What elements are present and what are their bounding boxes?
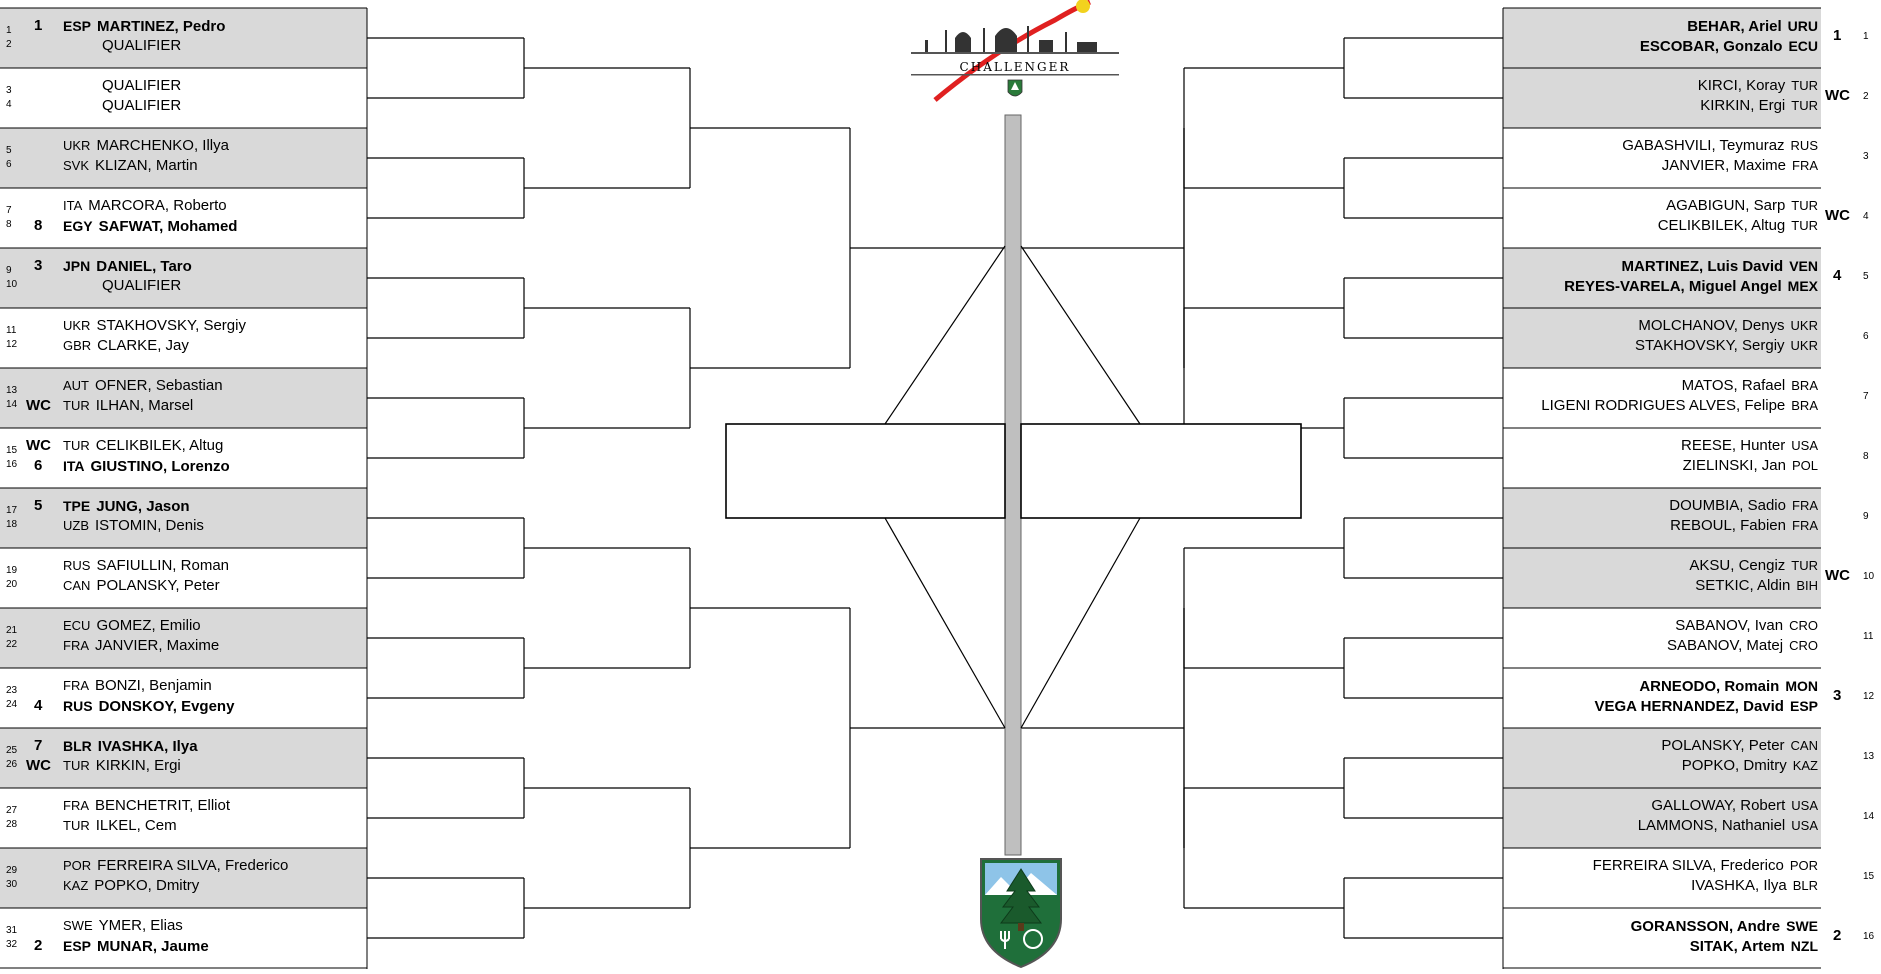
draw-number: 32 — [6, 939, 18, 950]
player-label — [63, 197, 227, 215]
doubles-player-label — [1683, 457, 1818, 475]
country-code: TUR — [63, 438, 90, 453]
doubles-player-label — [1698, 77, 1818, 95]
country-code: FRA — [1792, 158, 1818, 173]
draw-number: 6 — [1863, 331, 1869, 342]
doubles-player-label — [1682, 757, 1818, 775]
country-code: BRA — [1791, 398, 1818, 413]
player-name: MARCHENKO, Illya — [96, 137, 229, 154]
country-code: ECU — [63, 618, 91, 633]
seed-label: WC — [1825, 87, 1850, 104]
player-name: SABANOV, Ivan — [1675, 617, 1784, 634]
draw-number: 15 — [1863, 871, 1875, 882]
doubles-player-label — [1640, 37, 1818, 56]
doubles-player-label — [1661, 737, 1818, 755]
country-code: JPN — [63, 258, 91, 274]
country-code: SVK — [63, 158, 90, 173]
draw-number: 13 — [6, 385, 18, 396]
player-name: GABASHVILI, Teymuraz — [1622, 137, 1785, 154]
country-code: SWE — [1786, 918, 1818, 934]
player-label — [63, 697, 234, 716]
player-label — [63, 17, 225, 36]
player-label — [63, 157, 198, 175]
center-pole — [1005, 115, 1021, 855]
doubles-final-box — [1021, 424, 1301, 518]
player-name: AGABIGUN, Sarp — [1666, 197, 1786, 214]
doubles-player-label — [1638, 817, 1818, 835]
draw-number: 3 — [6, 85, 12, 96]
player-label — [102, 37, 181, 55]
draw-number: 16 — [1863, 931, 1875, 942]
player-label — [63, 557, 229, 575]
seed-label: 3 — [34, 257, 43, 274]
player-name: REBOUL, Fabien — [1670, 517, 1786, 534]
country-code: TUR — [1791, 218, 1818, 233]
draw-number: 20 — [6, 579, 18, 590]
draw-number: 3 — [1863, 151, 1869, 162]
player-name: POLANSKY, Peter — [1661, 737, 1785, 754]
player-name: LAMMONS, Nathaniel — [1637, 817, 1786, 834]
player-name: MUNAR, Jaume — [97, 938, 209, 955]
player-name: DOUMBIA, Sadio — [1669, 497, 1786, 514]
player-name: POLANSKY, Peter — [96, 577, 220, 594]
player-name: FERREIRA SILVA, Frederico — [1592, 857, 1784, 874]
draw-number: 9 — [1863, 511, 1869, 522]
player-name: MATOS, Rafael — [1681, 377, 1786, 394]
player-label — [63, 877, 199, 895]
draw-number: 12 — [6, 339, 18, 350]
draw-number: 7 — [6, 205, 12, 216]
country-code: USA — [1791, 798, 1818, 813]
draw-number: 31 — [6, 925, 18, 936]
country-code: USA — [1791, 438, 1818, 453]
draw-number: 1 — [6, 25, 12, 36]
doubles-player-label — [1541, 397, 1818, 415]
draw-number: 9 — [6, 265, 12, 276]
draw-number: 29 — [6, 865, 18, 876]
doubles-final-connector — [1021, 518, 1140, 728]
country-code: AUT — [63, 378, 89, 393]
doubles-player-label — [1662, 157, 1818, 175]
player-name: AKSU, Cengiz — [1689, 557, 1786, 574]
country-code: NZL — [1790, 938, 1818, 954]
doubles-player-label — [1675, 617, 1818, 635]
doubles-player-label — [1687, 17, 1818, 36]
player-name: JUNG, Jason — [96, 498, 190, 515]
player-label — [63, 517, 204, 535]
doubles-player-label — [1622, 257, 1818, 276]
player-name: SETKIC, Aldin — [1695, 577, 1791, 594]
player-name: QUALIFIER — [102, 277, 182, 294]
country-code: TUR — [1791, 198, 1818, 213]
draw-number: 17 — [6, 505, 18, 516]
country-code: UKR — [1790, 318, 1818, 333]
player-name: SITAK, Artem — [1689, 938, 1785, 955]
country-code: POR — [1789, 858, 1818, 873]
draw-number: 24 — [6, 699, 18, 710]
player-label — [63, 577, 220, 595]
player-name: BEHAR, Ariel — [1687, 18, 1782, 35]
player-name: FERREIRA SILVA, Frederico — [97, 857, 289, 874]
seed-label: WC — [26, 437, 51, 454]
seed-label: 2 — [34, 937, 43, 954]
player-name: STAKHOVSKY, Sergiy — [1635, 337, 1785, 354]
doubles-player-label — [1700, 97, 1818, 115]
draw-number: 5 — [1863, 271, 1869, 282]
player-name: REESE, Hunter — [1681, 437, 1786, 454]
doubles-player-label — [1667, 637, 1818, 655]
country-code: URU — [1787, 18, 1818, 34]
country-code: FRA — [63, 798, 89, 813]
player-label — [63, 677, 212, 695]
challenger-logo — [905, 0, 1125, 104]
player-name: ZIELINSKI, Jan — [1682, 457, 1786, 474]
country-code: UKR — [63, 318, 91, 333]
country-code: VEN — [1789, 258, 1818, 274]
draw-number: 15 — [6, 445, 18, 456]
country-code: BLR — [1792, 878, 1818, 893]
draw-number: 8 — [6, 219, 12, 230]
player-name: OFNER, Sebastian — [95, 377, 223, 394]
draw-number: 6 — [6, 159, 12, 170]
country-code: FRA — [1792, 498, 1818, 513]
singles-final-connector — [885, 518, 1005, 728]
player-name: GALLOWAY, Robert — [1651, 797, 1786, 814]
player-name: SAFIULLIN, Roman — [96, 557, 229, 574]
seed-label: 1 — [34, 17, 43, 34]
player-name: KIRKIN, Ergi — [1700, 97, 1786, 114]
draw-number: 22 — [6, 639, 18, 650]
player-label — [102, 77, 181, 95]
country-code: CAN — [63, 578, 91, 593]
player-name: MOLCHANOV, Denys — [1638, 317, 1785, 334]
doubles-final-connector — [1021, 246, 1140, 424]
challenger-logo-text: CHALLENGER — [959, 60, 1071, 74]
player-name: ARNEODO, Romain — [1639, 678, 1780, 695]
player-name: LIGENI RODRIGUES ALVES, Felipe — [1541, 397, 1786, 414]
country-code: TUR — [1791, 98, 1818, 113]
seed-label: 4 — [34, 697, 43, 714]
player-name: MARTINEZ, Pedro — [97, 18, 226, 35]
player-label — [102, 277, 181, 295]
player-name: DONSKOY, Evgeny — [98, 698, 235, 715]
player-label — [63, 437, 223, 455]
doubles-player-label — [1595, 697, 1819, 716]
country-code: POL — [1791, 458, 1818, 473]
player-name: ILKEL, Cem — [95, 817, 177, 834]
seed-label: WC — [1825, 207, 1850, 224]
country-code: RUS — [1790, 138, 1818, 153]
doubles-player-label — [1682, 377, 1818, 395]
player-name: KIRCI, Koray — [1697, 77, 1786, 94]
player-name: CELIKBILEK, Altug — [1657, 217, 1786, 234]
singles-final-box — [726, 424, 1005, 518]
country-code: ESP — [1789, 698, 1818, 714]
country-code: CRO — [1789, 618, 1818, 633]
country-code: BLR — [63, 738, 92, 754]
player-name: CLARKE, Jay — [97, 337, 189, 354]
player-label — [63, 617, 201, 635]
player-name: REYES-VARELA, Miguel Angel — [1564, 278, 1782, 295]
country-code: TUR — [63, 758, 90, 773]
player-label — [63, 377, 223, 395]
player-name: CELIKBILEK, Altug — [95, 437, 224, 454]
doubles-player-label — [1639, 677, 1818, 696]
seed-label: 4 — [1833, 267, 1842, 284]
doubles-player-label — [1638, 317, 1818, 335]
draw-number: 14 — [6, 399, 18, 410]
player-label — [63, 337, 189, 355]
country-code: ECU — [1788, 38, 1818, 54]
player-label — [63, 797, 230, 815]
country-code: TUR — [63, 818, 90, 833]
country-code: TPE — [63, 498, 91, 514]
country-code: UKR — [1790, 338, 1818, 353]
draw-number: 13 — [1863, 751, 1875, 762]
doubles-player-label — [1622, 137, 1818, 155]
player-name: BONZI, Benjamin — [95, 677, 212, 694]
country-code: TUR — [63, 398, 90, 413]
shield-icon — [1008, 80, 1022, 96]
player-name: JANVIER, Maxime — [95, 637, 220, 654]
country-code: POR — [63, 858, 92, 873]
doubles-player-label — [1690, 937, 1818, 956]
player-name: GORANSSON, Andre — [1630, 918, 1781, 935]
country-code: TUR — [1791, 558, 1818, 573]
draw-number: 11 — [1863, 631, 1874, 642]
country-code: UZB — [63, 518, 89, 533]
player-label — [63, 217, 237, 236]
player-name: IVASHKA, Ilya — [1691, 877, 1787, 894]
draw-number: 14 — [1863, 811, 1875, 822]
draw-number: 2 — [6, 39, 12, 50]
player-label — [63, 817, 177, 835]
player-label — [63, 857, 288, 875]
player-name: QUALIFIER — [102, 77, 182, 94]
draw-number: 18 — [6, 519, 18, 530]
country-code: MEX — [1787, 278, 1818, 294]
draw-number: 28 — [6, 819, 18, 830]
player-name: POPKO, Dmitry — [1681, 757, 1787, 774]
seed-label: 2 — [1833, 927, 1842, 944]
draw-number: 5 — [6, 145, 12, 156]
country-code: BIH — [1796, 578, 1818, 593]
player-label — [63, 497, 190, 516]
singles-final-connector — [885, 246, 1005, 424]
doubles-player-label — [1670, 517, 1818, 535]
draw-number: 12 — [1863, 691, 1875, 702]
country-code: BRA — [1791, 378, 1818, 393]
country-code: ESP — [63, 938, 92, 954]
player-name: JANVIER, Maxime — [1661, 157, 1786, 174]
draw-number: 4 — [6, 99, 12, 110]
country-code: ITA — [63, 458, 85, 474]
player-name: VEGA HERNANDEZ, David — [1594, 698, 1784, 715]
doubles-player-label — [1631, 917, 1818, 936]
country-code: SWE — [63, 918, 93, 933]
player-name: YMER, Elias — [98, 917, 183, 934]
country-code: RUS — [63, 558, 91, 573]
draw-number: 10 — [1863, 571, 1875, 582]
seed-label: WC — [26, 757, 51, 774]
player-name: GIUSTINO, Lorenzo — [90, 458, 230, 475]
player-name: ESCOBAR, Gonzalo — [1639, 38, 1783, 55]
country-code: TUR — [1791, 78, 1818, 93]
doubles-player-label — [1689, 557, 1818, 575]
country-code: GBR — [63, 338, 92, 353]
player-name: POPKO, Dmitry — [94, 877, 200, 894]
seed-label: 1 — [1833, 27, 1842, 44]
player-name: IVASHKA, Ilya — [97, 738, 198, 755]
player-label — [63, 317, 246, 335]
seed-label: 6 — [34, 457, 43, 474]
player-label — [63, 457, 230, 476]
player-name: STAKHOVSKY, Sergiy — [96, 317, 246, 334]
doubles-player-label — [1666, 197, 1818, 215]
country-code: KAZ — [63, 878, 89, 893]
seed-label: 7 — [34, 737, 43, 754]
draw-number: 8 — [1863, 451, 1869, 462]
seed-label: WC — [26, 397, 51, 414]
country-code: FRA — [63, 638, 89, 653]
player-name: DANIEL, Taro — [96, 258, 192, 275]
doubles-player-label — [1635, 337, 1818, 355]
player-label — [63, 397, 193, 415]
player-name: SAFWAT, Mohamed — [98, 218, 238, 235]
player-name: MARTINEZ, Luis David — [1621, 258, 1784, 275]
player-label — [63, 917, 183, 935]
country-code: RUS — [63, 698, 93, 714]
seed-label: WC — [1825, 567, 1850, 584]
tree-crest-icon — [975, 855, 1067, 969]
doubles-player-label — [1691, 877, 1818, 895]
country-code: KAZ — [1792, 758, 1818, 773]
draw-number: 26 — [6, 759, 18, 770]
draw-number: 21 — [6, 625, 18, 636]
player-name: QUALIFIER — [102, 37, 182, 54]
country-code: EGY — [63, 218, 93, 234]
doubles-player-label — [1669, 497, 1818, 515]
doubles-player-label — [1658, 217, 1818, 235]
draw-number: 2 — [1863, 91, 1869, 102]
country-code: CAN — [1790, 738, 1818, 753]
player-label — [63, 757, 181, 775]
country-code: UKR — [63, 138, 91, 153]
player-name: BENCHETRIT, Elliot — [95, 797, 231, 814]
player-name: QUALIFIER — [102, 97, 182, 114]
country-code: MON — [1785, 678, 1818, 694]
country-code: ESP — [63, 18, 92, 34]
draw-number: 7 — [1863, 391, 1869, 402]
country-code: ITA — [63, 198, 83, 213]
player-label — [63, 937, 209, 956]
player-label — [63, 257, 192, 276]
player-name: KIRKIN, Ergi — [95, 757, 181, 774]
seed-label: 5 — [34, 497, 43, 514]
draw-number: 16 — [6, 459, 18, 470]
draw-number: 10 — [6, 279, 18, 290]
istanbul-skyline-icon — [905, 0, 1125, 104]
player-name: GOMEZ, Emilio — [96, 617, 201, 634]
country-code: CRO — [1789, 638, 1818, 653]
player-name: ILHAN, Marsel — [95, 397, 194, 414]
country-code: USA — [1791, 818, 1818, 833]
player-name: KLIZAN, Martin — [95, 157, 198, 174]
doubles-player-label — [1593, 857, 1818, 875]
club-crest-logo — [975, 855, 1067, 969]
draw-number: 1 — [1863, 31, 1869, 42]
draw-number: 19 — [6, 565, 18, 576]
player-name: MARCORA, Roberto — [88, 197, 227, 214]
seed-label: 8 — [34, 217, 43, 234]
doubles-player-label — [1564, 277, 1818, 296]
draw-number: 11 — [6, 325, 17, 336]
player-name: SABANOV, Matej — [1666, 637, 1784, 654]
doubles-player-label — [1651, 797, 1818, 815]
seed-label: 3 — [1833, 687, 1842, 704]
doubles-player-label — [1695, 577, 1818, 595]
country-code: FRA — [63, 678, 89, 693]
draw-number: 23 — [6, 685, 18, 696]
country-code: FRA — [1792, 518, 1818, 533]
player-label — [63, 737, 198, 756]
doubles-player-label — [1681, 437, 1818, 455]
player-label — [102, 97, 181, 115]
player-name: ISTOMIN, Denis — [95, 517, 204, 534]
player-label — [63, 637, 219, 655]
player-label — [63, 137, 229, 155]
draw-number: 30 — [6, 879, 18, 890]
draw-number: 4 — [1863, 211, 1869, 222]
draw-number: 25 — [6, 745, 18, 756]
draw-number: 27 — [6, 805, 18, 816]
